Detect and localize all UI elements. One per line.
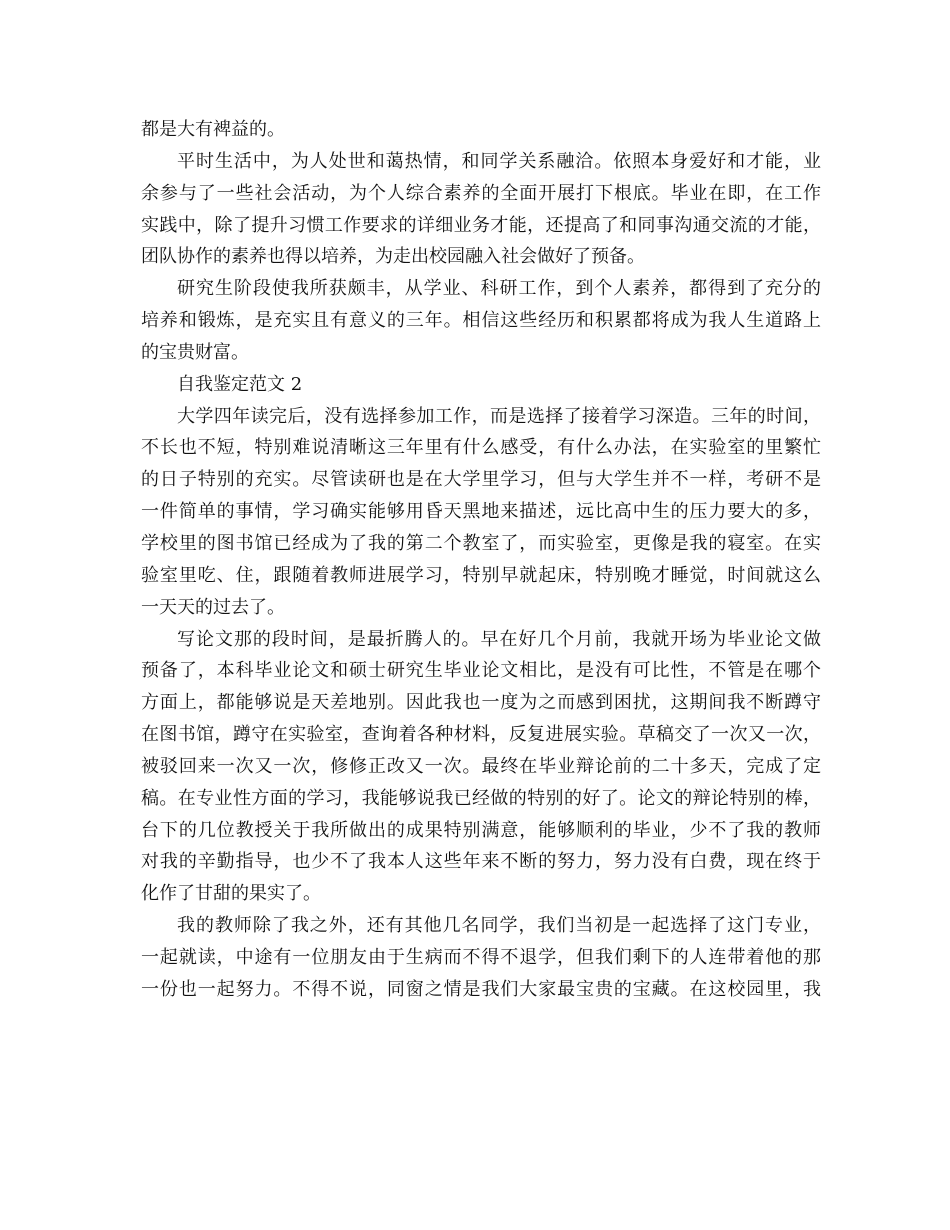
text-line: 写论文那的段时间，是最折腾人的。早在好几个月前，我就开场为毕业论文做 <box>177 628 821 650</box>
text-line: 对我的辛勤指导，也少不了我本人这些年来不断的努力，努力没有白费，现在终于 <box>141 851 821 873</box>
text-line: 的日子特别的充实。尽管读研也是在大学里学习，但与大学生并不一样，考研不是 <box>141 469 821 491</box>
text-line: 研究生阶段使我所获颇丰，从学业、科研工作，到个人素养，都得到了充分的 <box>177 278 821 300</box>
text-line: 实践中，除了提升习惯工作要求的详细业务才能，还提高了和同事沟通交流的才能， <box>141 214 821 236</box>
text-line: 不长也不短，特别难说清晰这三年里有什么感受，有什么办法，在实验室的里繁忙 <box>141 437 821 459</box>
text-line: 化作了甘甜的果实了。 <box>141 883 321 905</box>
section-heading: 自我鉴定范文 2 <box>177 373 303 395</box>
text-line: 的宝贵财富。 <box>141 341 249 363</box>
text-line: 一天天的过去了。 <box>141 596 285 618</box>
text-line: 大学四年读完后，没有选择参加工作，而是选择了接着学习深造。三年的时间， <box>177 405 821 427</box>
text-line: 预备了，本科毕业论文和硕士研究生毕业论文相比，是没有可比性，不管是在哪个 <box>141 660 821 682</box>
text-line: 一起就读，中途有一位朋友由于生病而不得不退学，但我们剩下的人连带着他的那 <box>141 946 821 968</box>
text-line: 学校里的图书馆已经成为了我的第二个教室了，而实验室，更像是我的寝室。在实 <box>141 532 821 554</box>
document-body <box>141 114 821 1006</box>
text-line: 被驳回来一次又一次，修修正改又一次。最终在毕业辩论前的二十多天，完成了定 <box>141 755 821 777</box>
text-line: 余参与了一些社会活动，为个人综合素养的全面开展打下根底。毕业在即，在工作 <box>141 182 821 204</box>
text-line: 方面上，都能够说是天差地别。因此我也一度为之而感到困扰，这期间我不断蹲守 <box>141 692 821 714</box>
text-line: 我的教师除了我之外，还有其他几名同学，我们当初是一起选择了这门专业， <box>177 915 821 937</box>
text-line: 验室里吃、住，跟随着教师进展学习，特别早就起床，特别晚才睡觉，时间就这么 <box>141 564 821 586</box>
text-line: 台下的几位教授关于我所做出的成果特别满意，能够顺利的毕业，少不了我的教师 <box>141 819 821 841</box>
text-line: 一件简单的事情，学习确实能够用昏天黑地来描述，远比高中生的压力要大的多， <box>141 501 821 523</box>
text-line: 一份也一起努力。不得不说，同窗之情是我们大家最宝贵的宝藏。在这校园里，我 <box>141 978 821 1000</box>
text-line: 都是大有裨益的。 <box>141 119 285 140</box>
text-line: 在图书馆，蹲守在实验室，查询着各种材料，反复进展实验。草稿交了一次又一次， <box>141 724 821 746</box>
text-line: 团队协作的素养也得以培养，为走出校园融入社会做好了预备。 <box>141 246 645 268</box>
text-line: 平时生活中，为人处世和蔼热情，和同学关系融洽。依照本身爱好和才能，业 <box>177 150 821 172</box>
text-line: 稿。在专业性方面的学习，我能够说我已经做的特别的好了。论文的辩论特别的棒， <box>141 787 821 809</box>
text-line: 培养和锻炼，是充实且有意义的三年。相信这些经历和积累都将成为我人生道路上 <box>141 310 821 332</box>
